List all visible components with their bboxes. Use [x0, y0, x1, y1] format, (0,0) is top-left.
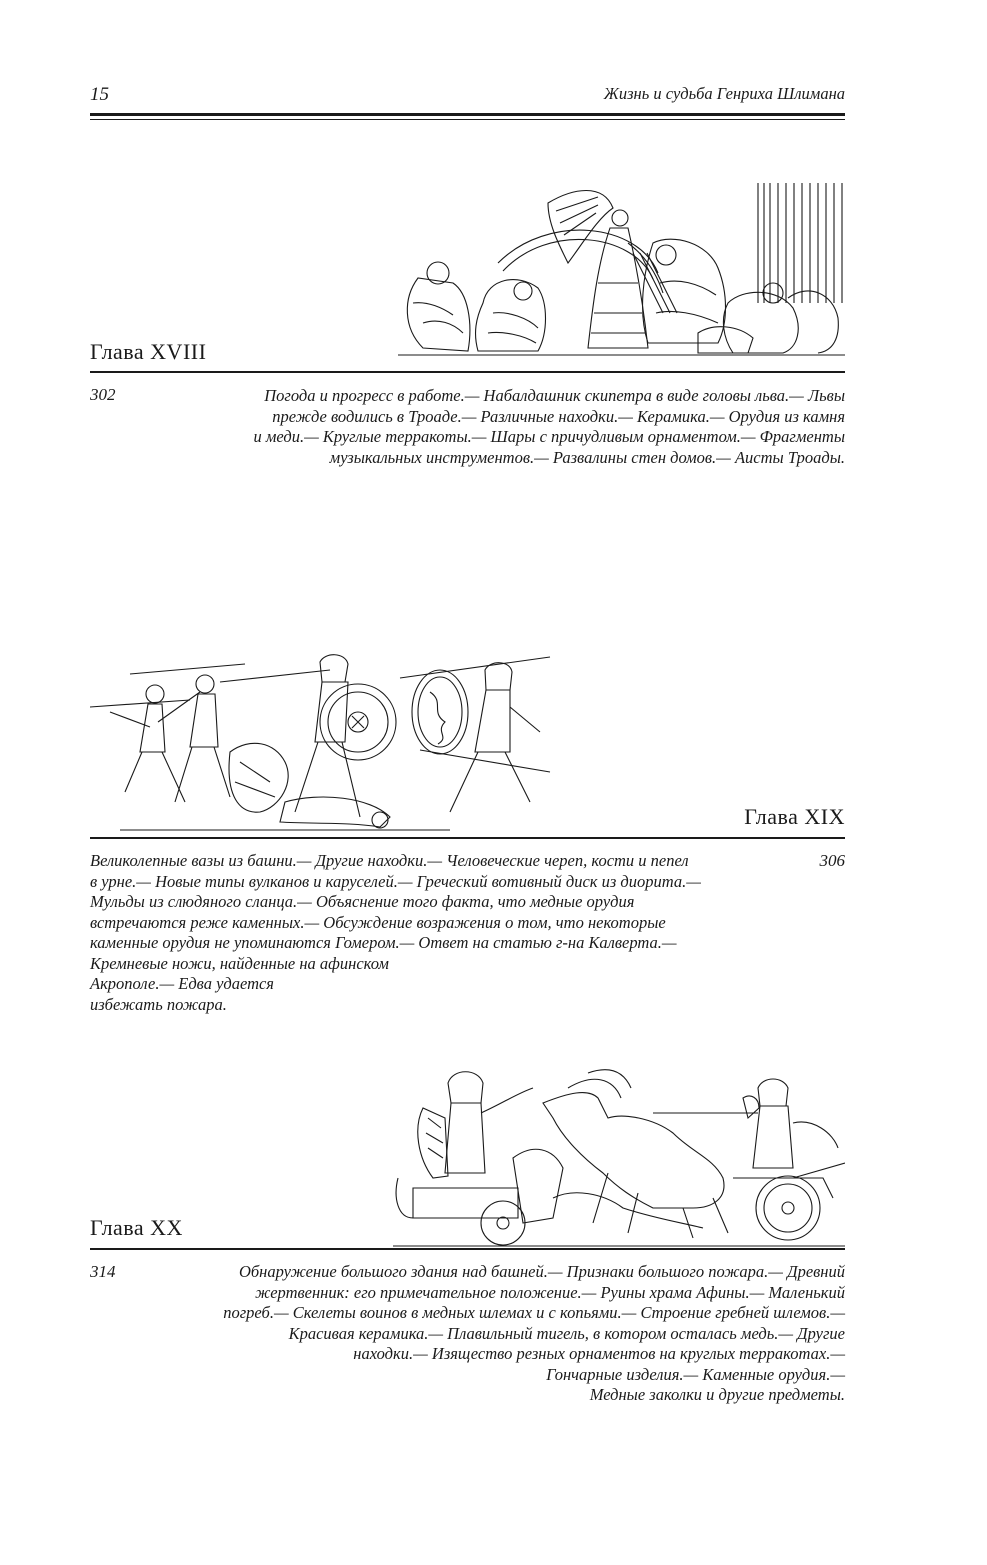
fallen-warriors-drawing [229, 743, 390, 828]
chapter-20-page-number: 314 [90, 1262, 116, 1281]
chapter-20-title: Глава XX [90, 1215, 183, 1240]
chapter-20-illustration [393, 1058, 845, 1250]
header-rule-thin [90, 119, 845, 120]
left-chariot-drawing [396, 1178, 525, 1245]
summary-line: каменные орудия не упоминаются Гомером.— Ответ на статью г-на Калверта.— [90, 933, 677, 952]
rays-drawing [498, 230, 677, 313]
summary-line: Медные заколки и другие предметы. [589, 1385, 845, 1404]
summary-line: избежать пожара. [90, 994, 227, 1014]
mourning-figure-middle-drawing [476, 280, 546, 351]
seated-figure-right-drawing [643, 239, 839, 353]
page-number: 15 [90, 84, 109, 105]
summary-line: встречаются реже каменных.— Обсуждение возражения о том, что некоторые [90, 912, 666, 932]
summary-line: прежде водились в Троаде.— Различные находки.— Керамика.— Орудия из камня [272, 406, 845, 426]
header-rule-thick [90, 113, 845, 116]
summary-line: Гончарные изделия.— Каменные орудия.— [546, 1364, 845, 1384]
summary-line: в урне.— Новые типы вулканов и каруселей.— Греческий вотивный диск из диорита.— [90, 871, 701, 891]
summary-line: Мульды из слюдяного сланца.— Объяснение того факта, что медные орудия [90, 892, 635, 911]
summary-line: Обнаружение большого здания над башней.— Признаки большого пожара.— Древний [238, 1262, 845, 1281]
horses-drawing [513, 1070, 728, 1238]
chapter-18-page-number: 302 [90, 385, 116, 404]
right-chariot-drawing [653, 1079, 845, 1240]
warriors-left-drawing [418, 1072, 533, 1178]
warrior-center-drawing [295, 655, 396, 817]
summary-line: находки.— Изящество резных орнаментов на круглых терракотах.— [353, 1344, 845, 1363]
chapter-18-rule [90, 371, 845, 373]
running-title: Жизнь и судьба Генриха Шлимана [603, 84, 845, 103]
chapter-19-title: Глава XIX [744, 804, 845, 829]
chapter-18-illustration [398, 183, 845, 363]
chapter-19-page-number: 306 [819, 851, 845, 870]
summary-line: Погода и прогресс в работе.— Набалдашник скипетра в виде головы льва.— Львы [264, 386, 845, 405]
chapter-20-summary [223, 1262, 845, 1406]
chapter-18-title: Глава XVIII [90, 339, 207, 364]
mourning-figure-left-drawing [407, 262, 470, 351]
spears-drawing [90, 657, 550, 772]
summary-line: Красивая керамика.— Плавильный тигель, в котором осталась медь.— Другие [288, 1323, 845, 1343]
chapter-18-summary [254, 386, 845, 468]
summary-line: Кремневые ножи, найденные на афинском [90, 953, 389, 973]
warrior-right-drawing [412, 663, 540, 812]
summary-line: жертвенник: его примечательное положение.— Руины храма Афины.— Маленький [255, 1282, 845, 1302]
summary-line: и меди.— Круглые терракоты.— Шары с причудливым орнаментом.— Фрагменты [253, 427, 845, 446]
summary-line: Великолепные вазы из башни.— Другие находки.— Человеческие череп, кости и пепел [90, 851, 689, 870]
chapter-19-summary [90, 851, 701, 1015]
chapter-20-rule [90, 1248, 845, 1250]
chapter-19-illustration [90, 652, 560, 837]
columns-drawing [758, 183, 842, 303]
warrior-left-drawing [110, 675, 230, 802]
summary-line: музыкальных инструментов.— Развалины стен домов.— Аисты Троады. [329, 447, 845, 467]
summary-line: Акрополе.— Едва удается [90, 974, 274, 993]
chapter-19-rule [90, 837, 845, 839]
summary-line: погреб.— Скелеты воинов в медных шлемах и с копьями.— Строение гребней шлемов.— [223, 1303, 845, 1322]
